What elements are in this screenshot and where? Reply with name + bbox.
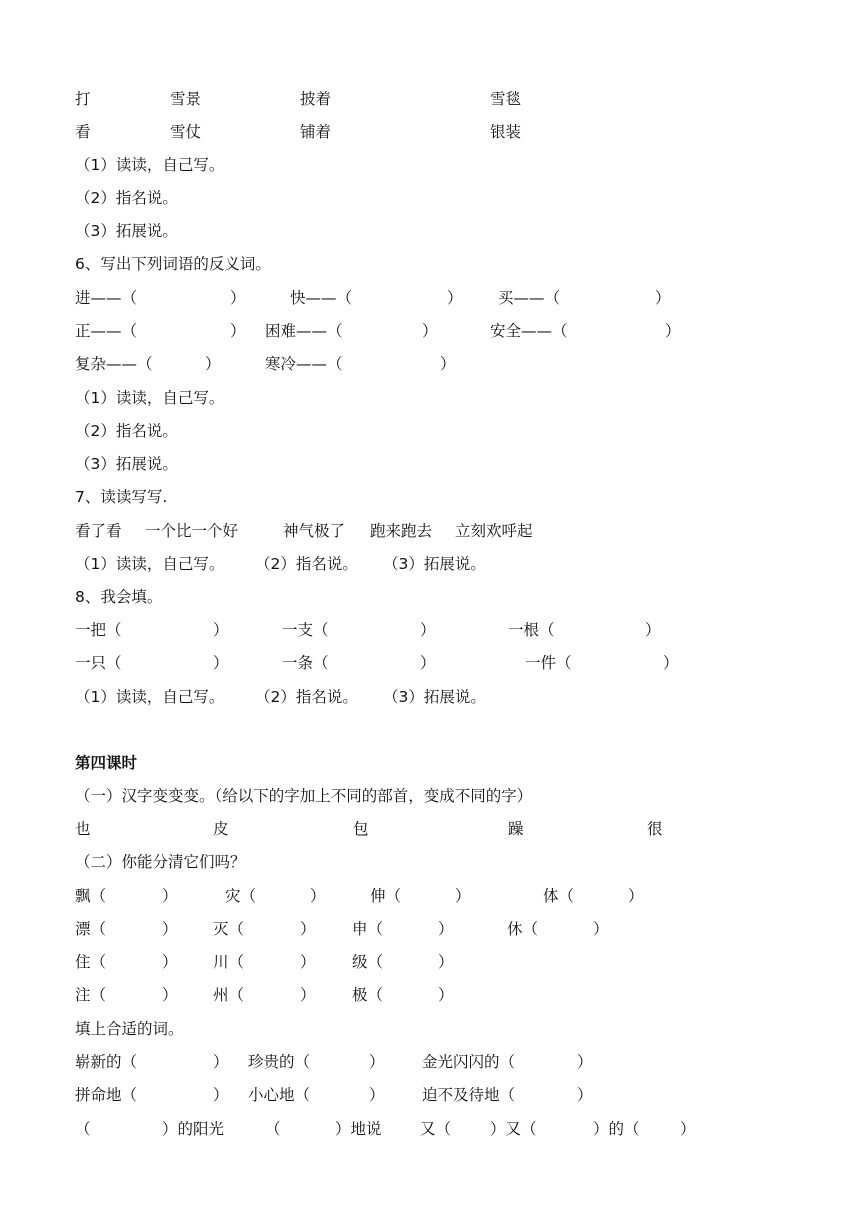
word: 雪仗 — [170, 123, 202, 141]
word: 银装 — [490, 123, 522, 141]
word: 打 — [75, 90, 91, 108]
word: 披着 — [300, 90, 332, 108]
document-page: 打 雪景 披着 雪毯 看 雪仗 铺着 银装 （1）读读，自己写。 （2）指名说。 （3）拓展说。 6、写出下列词语的反义词。 进——（ ） 快——（ ） 买——（ ） 正——（ ） 困难——（ ） 安全——（ ） 复杂——（ ） 寒冷——（ ） （1）读读，自己写。 （2）指名说。 （3）拓展说。 7、读读写写. 看了看 一个比一个好 神气极了 跑来跑去 立刻欢呼起 （1）读读，自己写。 （2）指名说。 （3）拓展说。 8、我会填。 一把（ ） 一支（ ） 一根（ ） 一只（ ） 一条（ ） 一件（ ） （1）读读，自己写。 （2）指名说。 （3）拓展说。 第四课时 （一）汉字变变变。（给以下的字加上不同的部首，变成不同的字） 也 皮 包 躁 很 （二）你能分清它们吗？ 飘（ ） 灾（ ） 伸（ ） 体（ ） 漂（ ） 灭（ ） 申（ ） 休（ ） 住（ ） 川（ ） 级（ ） 注（ ） 州（ ） 极（ ） 填上合适的词。 崭新的（ ） 珍贵的（ ） 金光闪闪的（ ） 拼命地（ ） 小心地（ ） 迫不及待地（ ） （ ）的阳光 （ ）地说 又（ ）又（ ）的（ ） — [0, 0, 860, 1216]
word: 看 — [75, 123, 91, 141]
word: 雪景 — [170, 90, 202, 108]
word: 铺着 — [300, 123, 332, 141]
word: 雪毯 — [490, 90, 522, 108]
